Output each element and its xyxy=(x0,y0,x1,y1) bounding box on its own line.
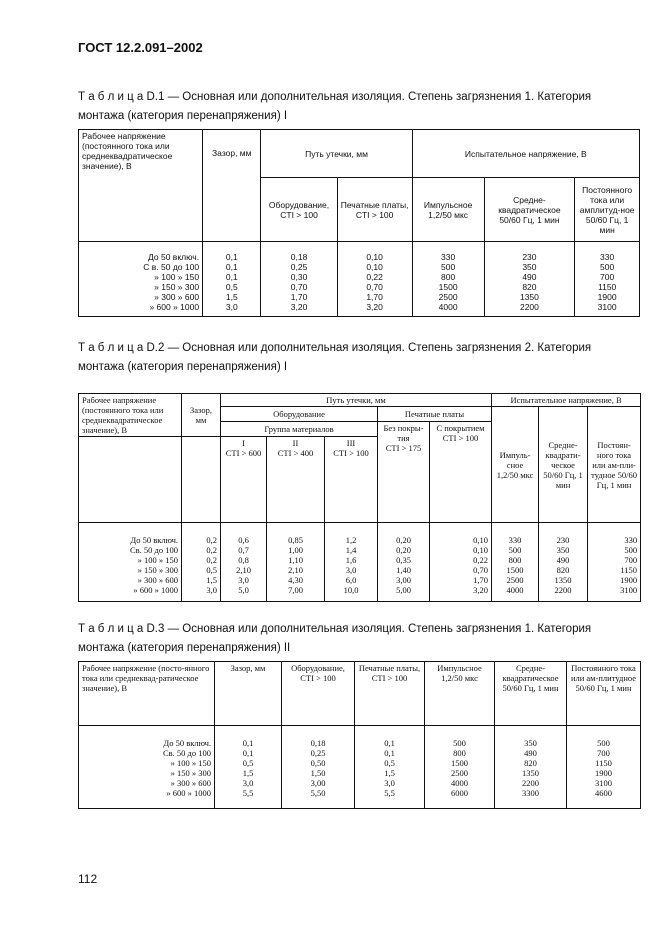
table-row xyxy=(79,758,641,768)
value-cell: 3,0 xyxy=(221,575,267,585)
table-d2-header-impulse: Импуль-сное 1,2/50 мкс xyxy=(492,407,539,523)
value-cell: 0,10 xyxy=(430,545,492,555)
value-cell: 1500 xyxy=(425,758,495,768)
table-d1-header-voltage: Рабочее напряжение (постоянного тока или среднеквадратическое значение), В xyxy=(79,130,203,242)
value-cell: 3,0 xyxy=(325,565,378,575)
value-cell: 3100 xyxy=(575,302,640,317)
value-cell: 0,5 xyxy=(215,758,282,768)
table-d1-header-test: Испытательное напряжение, В xyxy=(412,130,639,178)
value-cell: 2,10 xyxy=(267,565,325,575)
value-cell: 10,0 xyxy=(325,585,378,602)
value-cell: 0,35 xyxy=(378,555,430,565)
table-row xyxy=(79,523,641,546)
table-d3-header-boards: Печатные платы, CTI > 100 xyxy=(355,662,425,726)
value-cell: 3,0 xyxy=(182,585,221,602)
table-d2-body xyxy=(79,523,641,602)
value-cell: 350 xyxy=(484,262,575,272)
value-cell: 820 xyxy=(539,565,588,575)
table-d2-header-coated: С покрытием CTI > 100 xyxy=(430,422,492,523)
value-cell: 2200 xyxy=(484,302,575,317)
value-cell: 4000 xyxy=(412,302,484,317)
table-d3-header-equipment: Оборудование, CTI > 100 xyxy=(282,662,355,726)
row-label-cell: До 50 включ. xyxy=(79,523,182,546)
table-row xyxy=(79,778,641,788)
value-cell: 2500 xyxy=(492,575,539,585)
table-row xyxy=(79,575,641,585)
value-cell: 0,1 xyxy=(215,726,282,749)
value-cell: 1,70 xyxy=(337,292,412,302)
value-cell: 500 xyxy=(492,545,539,555)
value-cell: 1,5 xyxy=(182,575,221,585)
table-row xyxy=(79,292,640,302)
value-cell: 4000 xyxy=(425,778,495,788)
value-cell: 4600 xyxy=(567,788,641,809)
table-d2-header-group-3: III CTI > 100 xyxy=(325,437,378,523)
value-cell: 3,0 xyxy=(203,302,261,317)
row-label-cell: Св. 50 до 100 xyxy=(79,545,182,555)
value-cell: 230 xyxy=(539,523,588,546)
value-cell: 330 xyxy=(575,242,640,263)
value-cell: 3300 xyxy=(495,788,567,809)
value-cell: 1900 xyxy=(588,575,641,585)
table-d3-header-gap: Зазор, мм xyxy=(215,662,282,726)
row-label-cell: » 150 » 300 xyxy=(79,282,203,292)
table-d2-header-voltage: Рабочее напряжение (постоянного тока или среднеквадратическое значение), В xyxy=(79,394,182,437)
value-cell: 0,7 xyxy=(221,545,267,555)
value-cell: 1350 xyxy=(539,575,588,585)
value-cell: 0,5 xyxy=(182,565,221,575)
table-row xyxy=(79,768,641,778)
value-cell: 1900 xyxy=(567,768,641,778)
value-cell: 330 xyxy=(412,242,484,263)
table-d1-header-gap: Зазор, мм xyxy=(203,130,261,242)
table-d1-header-impulse: Импульсное 1,2/50 мкс xyxy=(412,178,484,242)
value-cell: 0,25 xyxy=(282,748,355,758)
value-cell: 1,5 xyxy=(203,292,261,302)
value-cell: 0,10 xyxy=(337,242,412,263)
value-cell: 0,30 xyxy=(261,272,337,282)
value-cell: 490 xyxy=(484,272,575,282)
value-cell: 820 xyxy=(495,758,567,768)
value-cell: 1,70 xyxy=(261,292,337,302)
table-d2-header-test: Испытательное напряжение, В xyxy=(492,394,641,407)
row-label-cell: » 600 » 1000 xyxy=(79,302,203,317)
value-cell: 350 xyxy=(495,726,567,749)
value-cell: 1,5 xyxy=(355,768,425,778)
table-row xyxy=(79,302,640,317)
value-cell: 1500 xyxy=(412,282,484,292)
value-cell: 0,1 xyxy=(203,272,261,282)
value-cell: 330 xyxy=(492,523,539,546)
value-cell: 820 xyxy=(484,282,575,292)
value-cell: 1,4 xyxy=(325,545,378,555)
table-row xyxy=(79,748,641,758)
row-label-cell: » 150 » 300 xyxy=(79,768,215,778)
value-cell: 0,1 xyxy=(355,748,425,758)
value-cell: 800 xyxy=(492,555,539,565)
row-label-cell: » 100 » 150 xyxy=(79,272,203,282)
table-row xyxy=(79,282,640,292)
value-cell: 0,2 xyxy=(182,523,221,546)
value-cell: 6000 xyxy=(425,788,495,809)
value-cell: 5,5 xyxy=(355,788,425,809)
table-d2-header-group-1: I CTI > 600 xyxy=(221,437,267,523)
row-label-cell: » 300 » 600 xyxy=(79,575,182,585)
value-cell: 4,30 xyxy=(267,575,325,585)
table-row xyxy=(79,585,641,602)
value-cell: 0,20 xyxy=(378,545,430,555)
value-cell: 0,5 xyxy=(203,282,261,292)
page-number: 112 xyxy=(78,872,98,886)
value-cell: 500 xyxy=(575,262,640,272)
value-cell: 490 xyxy=(539,555,588,565)
table-d1-body xyxy=(79,242,640,317)
row-label-cell: » 300 » 600 xyxy=(79,778,215,788)
table-d2 xyxy=(78,393,641,602)
value-cell: 1,00 xyxy=(267,545,325,555)
value-cell: 350 xyxy=(539,545,588,555)
table-d2-header-dc: Постоян-ного тока или ам-пли-тудное 50/60 Гц, 1 мин xyxy=(588,407,641,523)
value-cell: 230 xyxy=(484,242,575,263)
table-row xyxy=(79,788,641,809)
value-cell: 490 xyxy=(495,748,567,758)
value-cell: 3,20 xyxy=(261,302,337,317)
table-row xyxy=(79,242,640,263)
table-row xyxy=(79,565,641,575)
table-d3-header-rms: Средне-квадратическое 50/60 Гц, 1 мин xyxy=(495,662,567,726)
value-cell: 0,1 xyxy=(203,262,261,272)
row-label-cell: С в. 50 до 100 xyxy=(79,262,203,272)
value-cell: 2200 xyxy=(539,585,588,602)
value-cell: 0,8 xyxy=(221,555,267,565)
value-cell: 0,1 xyxy=(355,726,425,749)
value-cell: 0,22 xyxy=(337,272,412,282)
value-cell: 0,2 xyxy=(182,545,221,555)
table-d2-header-group: Группа материалов xyxy=(221,422,378,437)
row-label-cell: Св. 50 до 100 xyxy=(79,748,215,758)
table-d3-header-impulse: Импульсное 1,2/50 мкс xyxy=(425,662,495,726)
value-cell: 4000 xyxy=(492,585,539,602)
value-cell: 0,85 xyxy=(267,523,325,546)
value-cell: 1,5 xyxy=(215,768,282,778)
value-cell: 1,40 xyxy=(378,565,430,575)
table-d1-header-boards: Печатные платы, CTI > 100 xyxy=(337,178,412,242)
value-cell: 1150 xyxy=(575,282,640,292)
table-row xyxy=(79,555,641,565)
table-d2-header-rms: Средне-квадрати-ческое 50/60 Гц, 1 мин xyxy=(539,407,588,523)
value-cell: 2500 xyxy=(412,292,484,302)
row-label-cell: » 100 » 150 xyxy=(79,555,182,565)
value-cell: 1150 xyxy=(567,758,641,768)
value-cell: 700 xyxy=(575,272,640,282)
value-cell: 5,00 xyxy=(378,585,430,602)
table-row xyxy=(79,726,641,749)
table-d1-header-dc: Постоянного тока или амплитуд-ное 50/60 Гц, 1 мин xyxy=(575,178,640,242)
table-d3-header-dc: Постоянного тока или ам-плитудное 50/60 Гц, 1 мин xyxy=(567,662,641,726)
table-d2-header-creepage: Путь утечки, мм xyxy=(221,394,492,407)
value-cell: 0,22 xyxy=(430,555,492,565)
row-label-cell: » 600 » 1000 xyxy=(79,585,182,602)
value-cell: 3,0 xyxy=(355,778,425,788)
table-d1-header-equipment: Оборудование, CTI > 100 xyxy=(261,178,337,242)
table-d1-header-creepage: Путь утечки, мм xyxy=(261,130,412,178)
value-cell: 1350 xyxy=(495,768,567,778)
value-cell: 330 xyxy=(588,523,641,546)
table-d3 xyxy=(78,661,641,809)
value-cell: 0,20 xyxy=(378,523,430,546)
value-cell: 0,5 xyxy=(355,758,425,768)
value-cell: 5,50 xyxy=(282,788,355,809)
table-row xyxy=(79,272,640,282)
value-cell: 0,70 xyxy=(337,282,412,292)
value-cell: 0,1 xyxy=(203,242,261,263)
value-cell: 5,0 xyxy=(221,585,267,602)
value-cell: 1,10 xyxy=(267,555,325,565)
value-cell: 6,0 xyxy=(325,575,378,585)
table-d2-header-group-2: II CTI > 400 xyxy=(267,437,325,523)
value-cell: 3,00 xyxy=(378,575,430,585)
value-cell: 1500 xyxy=(492,565,539,575)
table-d3-header-voltage: Рабочее напряжение (посто-янного тока или среднеквад-ратическое значение), В xyxy=(79,662,215,726)
value-cell: 2500 xyxy=(425,768,495,778)
value-cell: 1,6 xyxy=(325,555,378,565)
row-label-cell: » 300 » 600 xyxy=(79,292,203,302)
value-cell: 3100 xyxy=(567,778,641,788)
document-header: ГОСТ 12.2.091–2002 xyxy=(78,40,203,55)
value-cell: 3,0 xyxy=(215,778,282,788)
value-cell: 5,5 xyxy=(215,788,282,809)
table-d2-header-gap: Зазор, мм xyxy=(182,394,221,437)
value-cell: 700 xyxy=(567,748,641,758)
row-label-cell: » 150 » 300 xyxy=(79,565,182,575)
value-cell: 0,6 xyxy=(221,523,267,546)
value-cell: 0,10 xyxy=(430,523,492,546)
row-label-cell: До 50 включ. xyxy=(79,726,215,749)
value-cell: 0,70 xyxy=(261,282,337,292)
value-cell: 500 xyxy=(567,726,641,749)
value-cell: 0,10 xyxy=(337,262,412,272)
table-d1-header-rms: Средне-квадратическое 50/60 Гц, 1 мин xyxy=(484,178,575,242)
value-cell: 1150 xyxy=(588,565,641,575)
value-cell: 3100 xyxy=(588,585,641,602)
value-cell: 1,70 xyxy=(430,575,492,585)
value-cell: 500 xyxy=(412,262,484,272)
value-cell: 0,70 xyxy=(430,565,492,575)
value-cell: 0,18 xyxy=(282,726,355,749)
table-d1 xyxy=(78,129,640,317)
value-cell: 1,50 xyxy=(282,768,355,778)
table-d1-caption: Т а б л и ц а D.1 — Основная или дополнительная изоляция. Степень загрязнения 1. Категория монтажа (категория перенапряжения) I xyxy=(78,91,592,122)
value-cell: 700 xyxy=(588,555,641,565)
value-cell: 0,18 xyxy=(261,242,337,263)
value-cell: 2,10 xyxy=(221,565,267,575)
value-cell: 0,50 xyxy=(282,758,355,768)
table-d2-header-uncoated: Без покры-тия CTI > 175 xyxy=(378,422,430,523)
value-cell: 3,20 xyxy=(430,585,492,602)
value-cell: 1,2 xyxy=(325,523,378,546)
value-cell: 2200 xyxy=(495,778,567,788)
table-d2-caption: Т а б л и ц а D.2 — Основная или дополнительная изоляция. Степень загрязнения 2. Категория монтажа (категория перенапряжения) I xyxy=(78,342,592,373)
value-cell: 0,25 xyxy=(261,262,337,272)
value-cell: 800 xyxy=(412,272,484,282)
row-label-cell: » 600 » 1000 xyxy=(79,788,215,809)
table-d3-body xyxy=(79,726,641,809)
table-d3-caption: Т а б л и ц а D.3 — Основная или дополнительная изоляция. Степень загрязнения 1. Категория монтажа (категория перенапряжения) II xyxy=(78,623,592,654)
value-cell: 500 xyxy=(425,726,495,749)
value-cell: 1350 xyxy=(484,292,575,302)
table-row xyxy=(79,545,641,555)
value-cell: 0,1 xyxy=(215,748,282,758)
value-cell: 800 xyxy=(425,748,495,758)
value-cell: 0,2 xyxy=(182,555,221,565)
table-d2-header-boards: Печатные платы xyxy=(378,407,492,422)
row-label-cell: До 50 включ. xyxy=(79,242,203,263)
value-cell: 3,00 xyxy=(282,778,355,788)
table-d2-header-equipment: Оборудование xyxy=(221,407,378,422)
table-row xyxy=(79,262,640,272)
value-cell: 7,00 xyxy=(267,585,325,602)
value-cell: 1900 xyxy=(575,292,640,302)
value-cell: 500 xyxy=(588,545,641,555)
value-cell: 3,20 xyxy=(337,302,412,317)
row-label-cell: » 100 » 150 xyxy=(79,758,215,768)
